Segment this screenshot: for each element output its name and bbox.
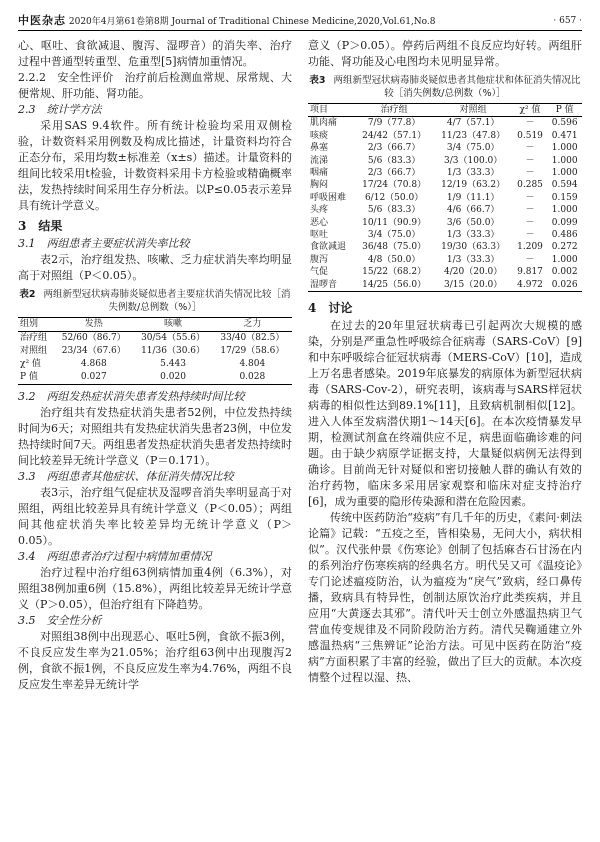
table-cell: 3/3（100.0） bbox=[444, 155, 503, 166]
table-header-cell: χ² 值 bbox=[519, 105, 541, 115]
right-column bbox=[308, 38, 582, 686]
table-cell: 腹泻 bbox=[310, 254, 329, 265]
paragraph: 意义（P＞0.05）。停药后两组不良反应均好转。两组肝功能、肾功能及心电图均未见明显异常。 bbox=[308, 39, 582, 68]
table3-caption bbox=[308, 74, 582, 100]
table-header-cell: 组别 bbox=[20, 319, 39, 329]
table-row bbox=[308, 192, 582, 204]
table-cell: 4.972 bbox=[517, 279, 543, 290]
journal-citation: 2020年4月第61卷第8期 Journal of Traditional Chinese Medicine,2020,Vol.61,No.8 bbox=[68, 17, 436, 27]
paragraph: 心、呕吐、食欲减退、腹泻、湿啰音）的消失率、治疗过程中普通型转重型、危重型[5]病情加重情况。 bbox=[18, 39, 292, 68]
table-cell: 咽痛 bbox=[310, 168, 329, 179]
page-number: · 657 · bbox=[553, 16, 582, 26]
paragraph-3-2: 治疗组共有发热症状消失患者52例，中位发热持续时间为6天；对照组共有发热症状消失患者23例，中位发热持续时间7天。两组患者发热症状消失患者发热持续时间比较差异无统计学意义（P＝0.171）。 bbox=[18, 406, 292, 467]
table-row bbox=[308, 179, 582, 191]
table-cell: 11/36（30.6） bbox=[141, 346, 206, 356]
table-cell: － bbox=[525, 143, 535, 154]
table-header-cell: 咳嗽 bbox=[164, 319, 183, 329]
table-cell: 33/40（82.5） bbox=[220, 333, 285, 343]
table-cell: 0.272 bbox=[551, 242, 578, 253]
paragraph-discussion-2: 传统中医药防治“疫病”有几千年的历史，《素问·刺法论篇》记载：“五疫之至，皆相染易，无问大小，病状相似”。汉代张仲景《伤寒论》创制了包括麻杏石甘汤在内的系列治疗伤寒疾病的经典名方。明代吴又可《温疫论》专门论述瘟疫防治，认为瘟疫为“戾气”致病，经口鼻传播，致病具有特异性，创制达原饮治疗此类疾病，并且应用“大黄逐去其邪”。清代叶天士创立外感温热病卫气营血传变规律及不同阶段防治方药。清代吴鞠通建立外感温热病“三焦辨证”论治方法。可见中医药在防治“疫病”方面积累了丰富的经验，做出了巨大的贡献。本次疫情整个过程以湿、热、 bbox=[308, 511, 582, 685]
table-cell: 9.817 bbox=[517, 267, 543, 278]
table-cell: 12/19（63.2） bbox=[441, 180, 506, 191]
table-row bbox=[308, 254, 582, 266]
table-row bbox=[18, 345, 292, 358]
table-cell: 0.519 bbox=[517, 130, 543, 141]
table-cell: 7/9（77.8） bbox=[367, 118, 421, 129]
table-cell: 0.486 bbox=[551, 230, 578, 241]
table-cell: 52/60（86.7） bbox=[61, 333, 126, 343]
paragraph-3-5: 对照组38例中出现恶心、呕吐5例，食欲不振3例，不良反应发生率为21.05%；治疗组63例中出现腹泻2例，食欲不振1例，不良反应发生率为4.76%，两组不良反应发生率差异无统计学 bbox=[18, 630, 292, 691]
section-heading-4: 4 讨论 bbox=[308, 301, 353, 316]
table-cell: 1.000 bbox=[551, 205, 578, 216]
paragraph-discussion-1: 在过去的20年里冠状病毒已引起两次大规模的感染，分别是严重急性呼吸综合征病毒（SARS-CoV）[9]和中东呼吸综合征冠状病毒（MERS-CoV）[10]，造成上万名患者感染。2019年底暴发的病原体为新型冠状病毒（SARS-Cov-2），研究表明，该病毒与SARS样冠状病毒的相似性达到89.1%[11]，且致病机制相似[12]。进入人体至发病潜伏期1～14天[6]。在本次疫情暴发早期，检测试剂盒在终端供应不足，病患面临确诊难的问题。由于缺少病原学证据支持，大量疑似病例无法得到确诊。目前尚无针对疑似和密切接触人群的确认有效的治疗药物，临床多采用居家观察和临床对症支持治疗[6]，成为重要的隐形传染源和潜在危险因素。 bbox=[308, 319, 582, 509]
section-heading-3-3: 3.3 两组患者其他症状、体征消失情况比较 bbox=[18, 470, 234, 483]
table-cell: 5/6（83.3） bbox=[367, 205, 421, 216]
page-header bbox=[18, 12, 582, 31]
table-cell: 恶心 bbox=[310, 217, 329, 228]
paragraph-3-4: 治疗过程中治疗组63例病情加重4例（6.3%），对照组38例加重6例（15.8%），两组比较差异无统计学意义（P＞0.05），但治疗组有下降趋势。 bbox=[18, 566, 292, 611]
table-cell: 肌肉痛 bbox=[310, 118, 338, 129]
table3-number: 表3 bbox=[309, 75, 326, 86]
table-cell: 1.209 bbox=[517, 242, 543, 253]
table-cell: 1/9（11.1） bbox=[446, 192, 500, 203]
table-cell: 3/15（20.0） bbox=[444, 279, 503, 290]
table-cell: 呕吐 bbox=[310, 230, 329, 241]
table-cell: 3/4（75.0） bbox=[367, 230, 421, 241]
section-heading-2-3: 2.3 统计学方法 bbox=[18, 103, 102, 116]
table-cell: － bbox=[525, 118, 535, 129]
table-cell: － bbox=[525, 217, 535, 228]
table2-title: 两组新型冠状病毒肺炎疑似患者主要症状消失情况比较［消失例数/总例数（%）］ bbox=[43, 289, 291, 313]
table-cell: － bbox=[525, 155, 535, 166]
table-cell: 咳痰 bbox=[310, 130, 329, 141]
table-row bbox=[308, 142, 582, 154]
table-cell: － bbox=[525, 168, 535, 179]
section-heading-3-5: 3.5 安全性分析 bbox=[18, 614, 102, 627]
table-row bbox=[308, 229, 582, 241]
table-cell: 0.027 bbox=[80, 372, 107, 382]
table-cell: － bbox=[525, 205, 535, 216]
section-heading-3: 3 结果 bbox=[18, 219, 63, 233]
table-header-cell: 对照组 bbox=[459, 105, 487, 115]
table-cell: 3/4（75.0） bbox=[446, 143, 500, 154]
table-header-cell: 项目 bbox=[310, 105, 329, 115]
table-cell: 5.443 bbox=[160, 359, 186, 369]
table-cell: 15/22（68.2） bbox=[362, 267, 427, 278]
table-row bbox=[308, 130, 582, 142]
table-cell: 1/3（33.3） bbox=[446, 168, 500, 179]
table-cell: 17/24（70.8） bbox=[362, 180, 427, 191]
table-cell: 1.000 bbox=[551, 254, 578, 265]
table-cell: 头疼 bbox=[310, 205, 329, 216]
table-cell: 0.020 bbox=[160, 372, 186, 382]
table-cell: 1/3（33.3） bbox=[446, 230, 500, 241]
table-cell: 4/6（66.7） bbox=[446, 205, 500, 216]
table-header-cell: 发热 bbox=[84, 319, 103, 329]
table-cell: 5/6（83.3） bbox=[367, 155, 421, 166]
table-cell: － bbox=[525, 230, 535, 241]
table-header-row bbox=[308, 104, 582, 117]
table-row bbox=[308, 204, 582, 216]
table-cell: 0.028 bbox=[239, 372, 266, 382]
table2 bbox=[18, 317, 292, 385]
table-cell: 0.596 bbox=[551, 118, 578, 129]
table-cell: 1.000 bbox=[551, 143, 578, 154]
table-cell: 0.159 bbox=[551, 192, 578, 203]
table-row bbox=[18, 371, 292, 385]
table3-title: 两组新型冠状病毒肺炎疑似患者其他症状和体征消失情况比较［消失例数/总例数（%）］ bbox=[333, 75, 581, 99]
table2-caption bbox=[18, 288, 292, 314]
table-header-cell: P 值 bbox=[555, 105, 574, 115]
table-cell: 0.026 bbox=[551, 279, 578, 290]
table-cell: 3/6（50.0） bbox=[446, 217, 500, 228]
table-cell: 1.000 bbox=[551, 168, 578, 179]
table-cell: 2/3（66.7） bbox=[367, 168, 421, 179]
table-row bbox=[308, 167, 582, 179]
table-cell: 0.471 bbox=[551, 130, 578, 141]
table3 bbox=[308, 103, 582, 292]
table-cell: 食欲减退 bbox=[310, 242, 347, 253]
table-cell: 17/29（58.6） bbox=[220, 346, 285, 356]
table-cell: 1/3（33.3） bbox=[446, 254, 500, 265]
table-row bbox=[308, 155, 582, 167]
table-cell: 4/20（20.0） bbox=[444, 267, 503, 278]
table-cell: 36/48（75.0） bbox=[362, 242, 427, 253]
table-cell: 气促 bbox=[310, 267, 329, 278]
table-cell: 0.002 bbox=[551, 267, 578, 278]
table-cell: 呼吸困难 bbox=[310, 192, 347, 203]
table-row bbox=[18, 332, 292, 346]
table-row bbox=[308, 266, 582, 278]
table-cell: 4.804 bbox=[239, 359, 266, 369]
section-heading-3-2: 3.2 两组发热症状消失患者发热持续时间比较 bbox=[18, 390, 245, 403]
table-cell: P 值 bbox=[20, 372, 38, 382]
table-cell: 4/8（50.0） bbox=[367, 254, 421, 265]
table-row bbox=[18, 358, 292, 371]
table-cell: － bbox=[525, 192, 535, 203]
table-cell: 湿啰音 bbox=[310, 279, 338, 290]
section-heading-2-2-2: 2.2.2 安全性评价 治疗前后检测血常规、尿常规、大便常规、肝功能、肾功能。 bbox=[18, 71, 292, 100]
section-heading-3-4: 3.4 两组患者治疗过程中病情加重情况 bbox=[18, 550, 212, 563]
table-cell: 胸闷 bbox=[310, 180, 329, 191]
table-row bbox=[308, 279, 582, 292]
table-row bbox=[308, 217, 582, 229]
table-row bbox=[308, 241, 582, 253]
left-column bbox=[18, 38, 292, 693]
table-cell: 19/30（63.3） bbox=[441, 242, 506, 253]
table-cell: 4/7（57.1） bbox=[446, 118, 500, 129]
table-cell: 24/42（57.1） bbox=[362, 130, 427, 141]
paragraph-3-1: 表2示，治疗组发热、咳嗽、乏力症状消失率均明显高于对照组（P＜0.05）。 bbox=[18, 253, 292, 282]
table-cell: χ² 值 bbox=[20, 359, 41, 369]
paragraph-statistics: 采用SAS 9.4软件。所有统计检验均采用双侧检验，计数资料采用例数及构成比描述，计量资料均符合正态分布，采用均数±标准差（x±s）描述。计量资料的组间比较采用t检验，计数资料采用卡方检验或精确概率法，发热持续时间采用生存分析法。以P≤0.05表示差异具有统计学意义。 bbox=[18, 119, 292, 212]
table-cell: 10/11（90.9） bbox=[362, 217, 427, 228]
table-cell: 0.099 bbox=[551, 217, 578, 228]
table-cell: 0.594 bbox=[551, 180, 578, 191]
table2-number: 表2 bbox=[19, 289, 36, 300]
section-heading-3-1: 3.1 两组患者主要症状消失率比较 bbox=[18, 237, 190, 250]
table-cell: 23/34（67.6） bbox=[61, 346, 126, 356]
table-cell: 6/12（50.0） bbox=[364, 192, 424, 203]
table-cell: 鼻塞 bbox=[310, 143, 329, 154]
table-cell: 2/3（66.7） bbox=[367, 143, 421, 154]
table-cell: － bbox=[525, 254, 535, 265]
table-cell: 0.285 bbox=[517, 180, 543, 191]
table-cell: 11/23（47.8） bbox=[441, 130, 506, 141]
table-cell: 治疗组 bbox=[20, 333, 48, 343]
paragraph-3-3: 表3示，治疗组气促症状及湿啰音消失率明显高于对照组，两组比较差异具有统计学意义（P＜0.05）；两组间其他症状消失率比较差异均无统计学意义（P＞0.05）。 bbox=[18, 486, 292, 547]
table-cell: 30/54（55.6） bbox=[141, 333, 206, 343]
table-cell: 14/25（56.0） bbox=[362, 279, 427, 290]
journal-name: 中医杂志 bbox=[18, 14, 66, 27]
table-header-cell: 治疗组 bbox=[380, 105, 408, 115]
table-cell: 对照组 bbox=[20, 346, 48, 356]
table-cell: 流涕 bbox=[310, 155, 329, 166]
table-header-cell: 乏力 bbox=[243, 319, 262, 329]
table-row bbox=[308, 117, 582, 130]
table-cell: 1.000 bbox=[551, 155, 578, 166]
table-header-row bbox=[18, 318, 292, 332]
table-cell: 4.868 bbox=[80, 359, 107, 369]
